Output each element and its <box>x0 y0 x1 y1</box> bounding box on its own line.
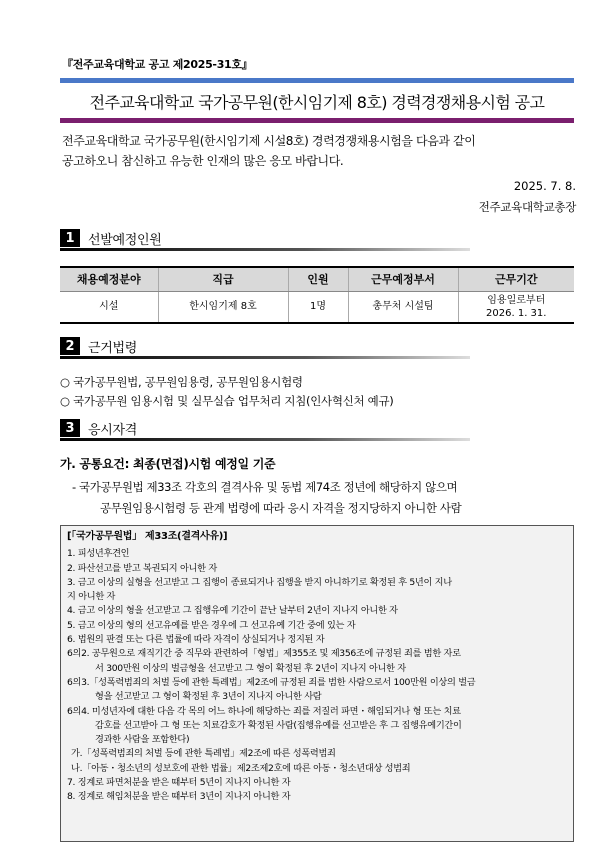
disqualification-box <box>60 525 574 842</box>
table-header-cell: 인원 <box>288 267 348 291</box>
cell-field: 시설 <box>60 291 158 323</box>
cell-period <box>458 291 574 323</box>
box-items <box>67 547 567 804</box>
section-2-title: 근거법령 <box>88 340 138 356</box>
section-2-heading <box>60 337 137 355</box>
cell-dept: 총무처 시설팀 <box>348 291 458 323</box>
section-3-title: 응시자격 <box>88 422 138 438</box>
table-header-cell: 채용예정분야 <box>60 267 158 291</box>
cell-grade: 한시임기제 8호 <box>158 291 288 323</box>
section-1-underline <box>60 248 470 251</box>
requirement-heading: 가. 공통요건: 최종(면접)시험 예정일 기준 <box>60 457 276 471</box>
box-title: [「국가공무원법」 제33조(결격사유)] <box>67 531 228 542</box>
table-header-cell: 근무기간 <box>458 267 574 291</box>
list-item: 6의4. 미성년자에 대한 다음 각 목의 어느 하나에 해당하는 죄를 저질러 파면・해임되거나 형 또는 치료 <box>67 705 461 717</box>
table-header-cell: 근무예정부서 <box>348 267 458 291</box>
list-item: 6의3.「성폭력범죄의 처벌 등에 관한 특례법」제2조에 규정된 죄를 범한 사람으로서 100만원 이상의 벌금 <box>67 676 476 688</box>
section-2-number: 2 <box>60 337 80 355</box>
list-item: 서 300만원 이상의 벌금형을 선고받고 그 형이 확정된 후 2년이 지나지 아니한 자 <box>95 662 406 674</box>
cell-count: 1명 <box>288 291 348 323</box>
list-item: 나.「아동・청소년의 성보호에 관한 법률」제2조제2호에 따른 아동・청소년대상 성범죄 <box>71 762 411 774</box>
list-item: 4. 금고 이상의 형을 선고받고 그 집행유예 기간이 끝난 날부터 2년이 지나지 아니한 자 <box>67 605 398 617</box>
list-item: 지 아니한 자 <box>67 591 116 603</box>
section-3-heading <box>60 419 137 437</box>
list-item: 가.「성폭력범죄의 처벌 등에 관한 특례법」제2조에 따른 성폭력범죄 <box>71 748 336 760</box>
list-item: 형을 선고받고 그 형이 확정된 후 3년이 지나지 아니한 사람 <box>95 691 322 703</box>
list-item: 2. 파산선고를 받고 복권되지 아니한 자 <box>67 562 217 574</box>
page-title: 전주교육대학교 국가공무원(한시임기제 8호) 경력경쟁채용시험 공고 <box>89 93 545 112</box>
list-item: 감호를 선고받아 그 형 또는 치료감호가 확정된 사람(집행유예를 선고받은 후 그 집행유예기간이 <box>95 719 462 731</box>
issuer: 전주교육대학교총장 <box>478 200 576 214</box>
notice-number: 『전주교육대학교 공고 제2025-31호』 <box>62 58 253 71</box>
list-item: 6. 법원의 판결 또는 다른 법률에 따라 자격이 상실되거나 정지된 자 <box>67 634 325 646</box>
section-3-number: 3 <box>60 419 80 437</box>
list-item: 6의2. 공무원으로 재직기간 중 직무와 관련하여「형법」제355조 및 제356조에 규정된 죄를 범한 자로 <box>67 648 461 660</box>
title-bottom-bar <box>60 118 574 123</box>
intro-paragraph <box>62 131 574 171</box>
cell-period-line-1: 임용일로부터 <box>487 294 546 306</box>
list-item: 5. 금고 이상의 형의 선고유예를 받은 경우에 그 선고유예 기간 중에 있는 자 <box>67 619 356 631</box>
law-item: ○ 국가공무원 임용시험 및 실무실습 업무처리 지침(인사혁신처 예규) <box>60 394 394 408</box>
intro-line-2: 공고하오니 참신하고 유능한 인재의 많은 응모 바랍니다. <box>62 154 344 168</box>
section-1-number: 1 <box>60 229 80 247</box>
list-item: 7. 징계로 파면처분을 받은 때부터 5년이 지나지 아니한 자 <box>67 777 291 789</box>
requirement-line-1: - 국가공무원법 제33조 각호의 결격사유 및 동법 제74조 정년에 해당하지 않으며 <box>72 480 458 494</box>
list-item: 3. 금고 이상의 실형을 선고받고 그 집행이 종료되거나 집행을 받지 아니하기로 확정된 후 5년이 지나 <box>67 576 452 588</box>
title-top-bar <box>60 78 574 83</box>
section-3-underline <box>60 438 470 441</box>
section-1-title: 선발예정인원 <box>88 232 162 248</box>
list-item: 경과한 사람을 포함한다) <box>95 734 190 746</box>
intro-line-1: 전주교육대학교 국가공무원(한시임기제 시설8호) 경력경쟁채용시험을 다음과 같이 <box>62 134 476 148</box>
requirement-line-2: 공무원임용시험령 등 관계 법령에 따라 응시 자격을 정지당하지 아니한 사람 <box>100 501 462 515</box>
section-1-heading <box>60 229 162 247</box>
table-header-cell: 직급 <box>158 267 288 291</box>
law-list <box>60 373 393 411</box>
law-item: ○ 국가공무원법, 공무원임용령, 공무원임용시험령 <box>60 375 303 389</box>
requirement-body <box>72 477 572 519</box>
table-header-row <box>60 267 574 291</box>
notice-date: 2025. 7. 8. <box>513 179 576 193</box>
list-item: 8. 징계로 해임처분을 받은 때부터 3년이 지나지 아니한 자 <box>67 791 291 803</box>
recruit-table <box>60 266 574 324</box>
cell-period-line-2: 2026. 1. 31. <box>486 307 547 319</box>
section-2-underline <box>60 356 470 359</box>
table-row <box>60 291 574 323</box>
list-item: 1. 피성년후견인 <box>67 548 130 560</box>
